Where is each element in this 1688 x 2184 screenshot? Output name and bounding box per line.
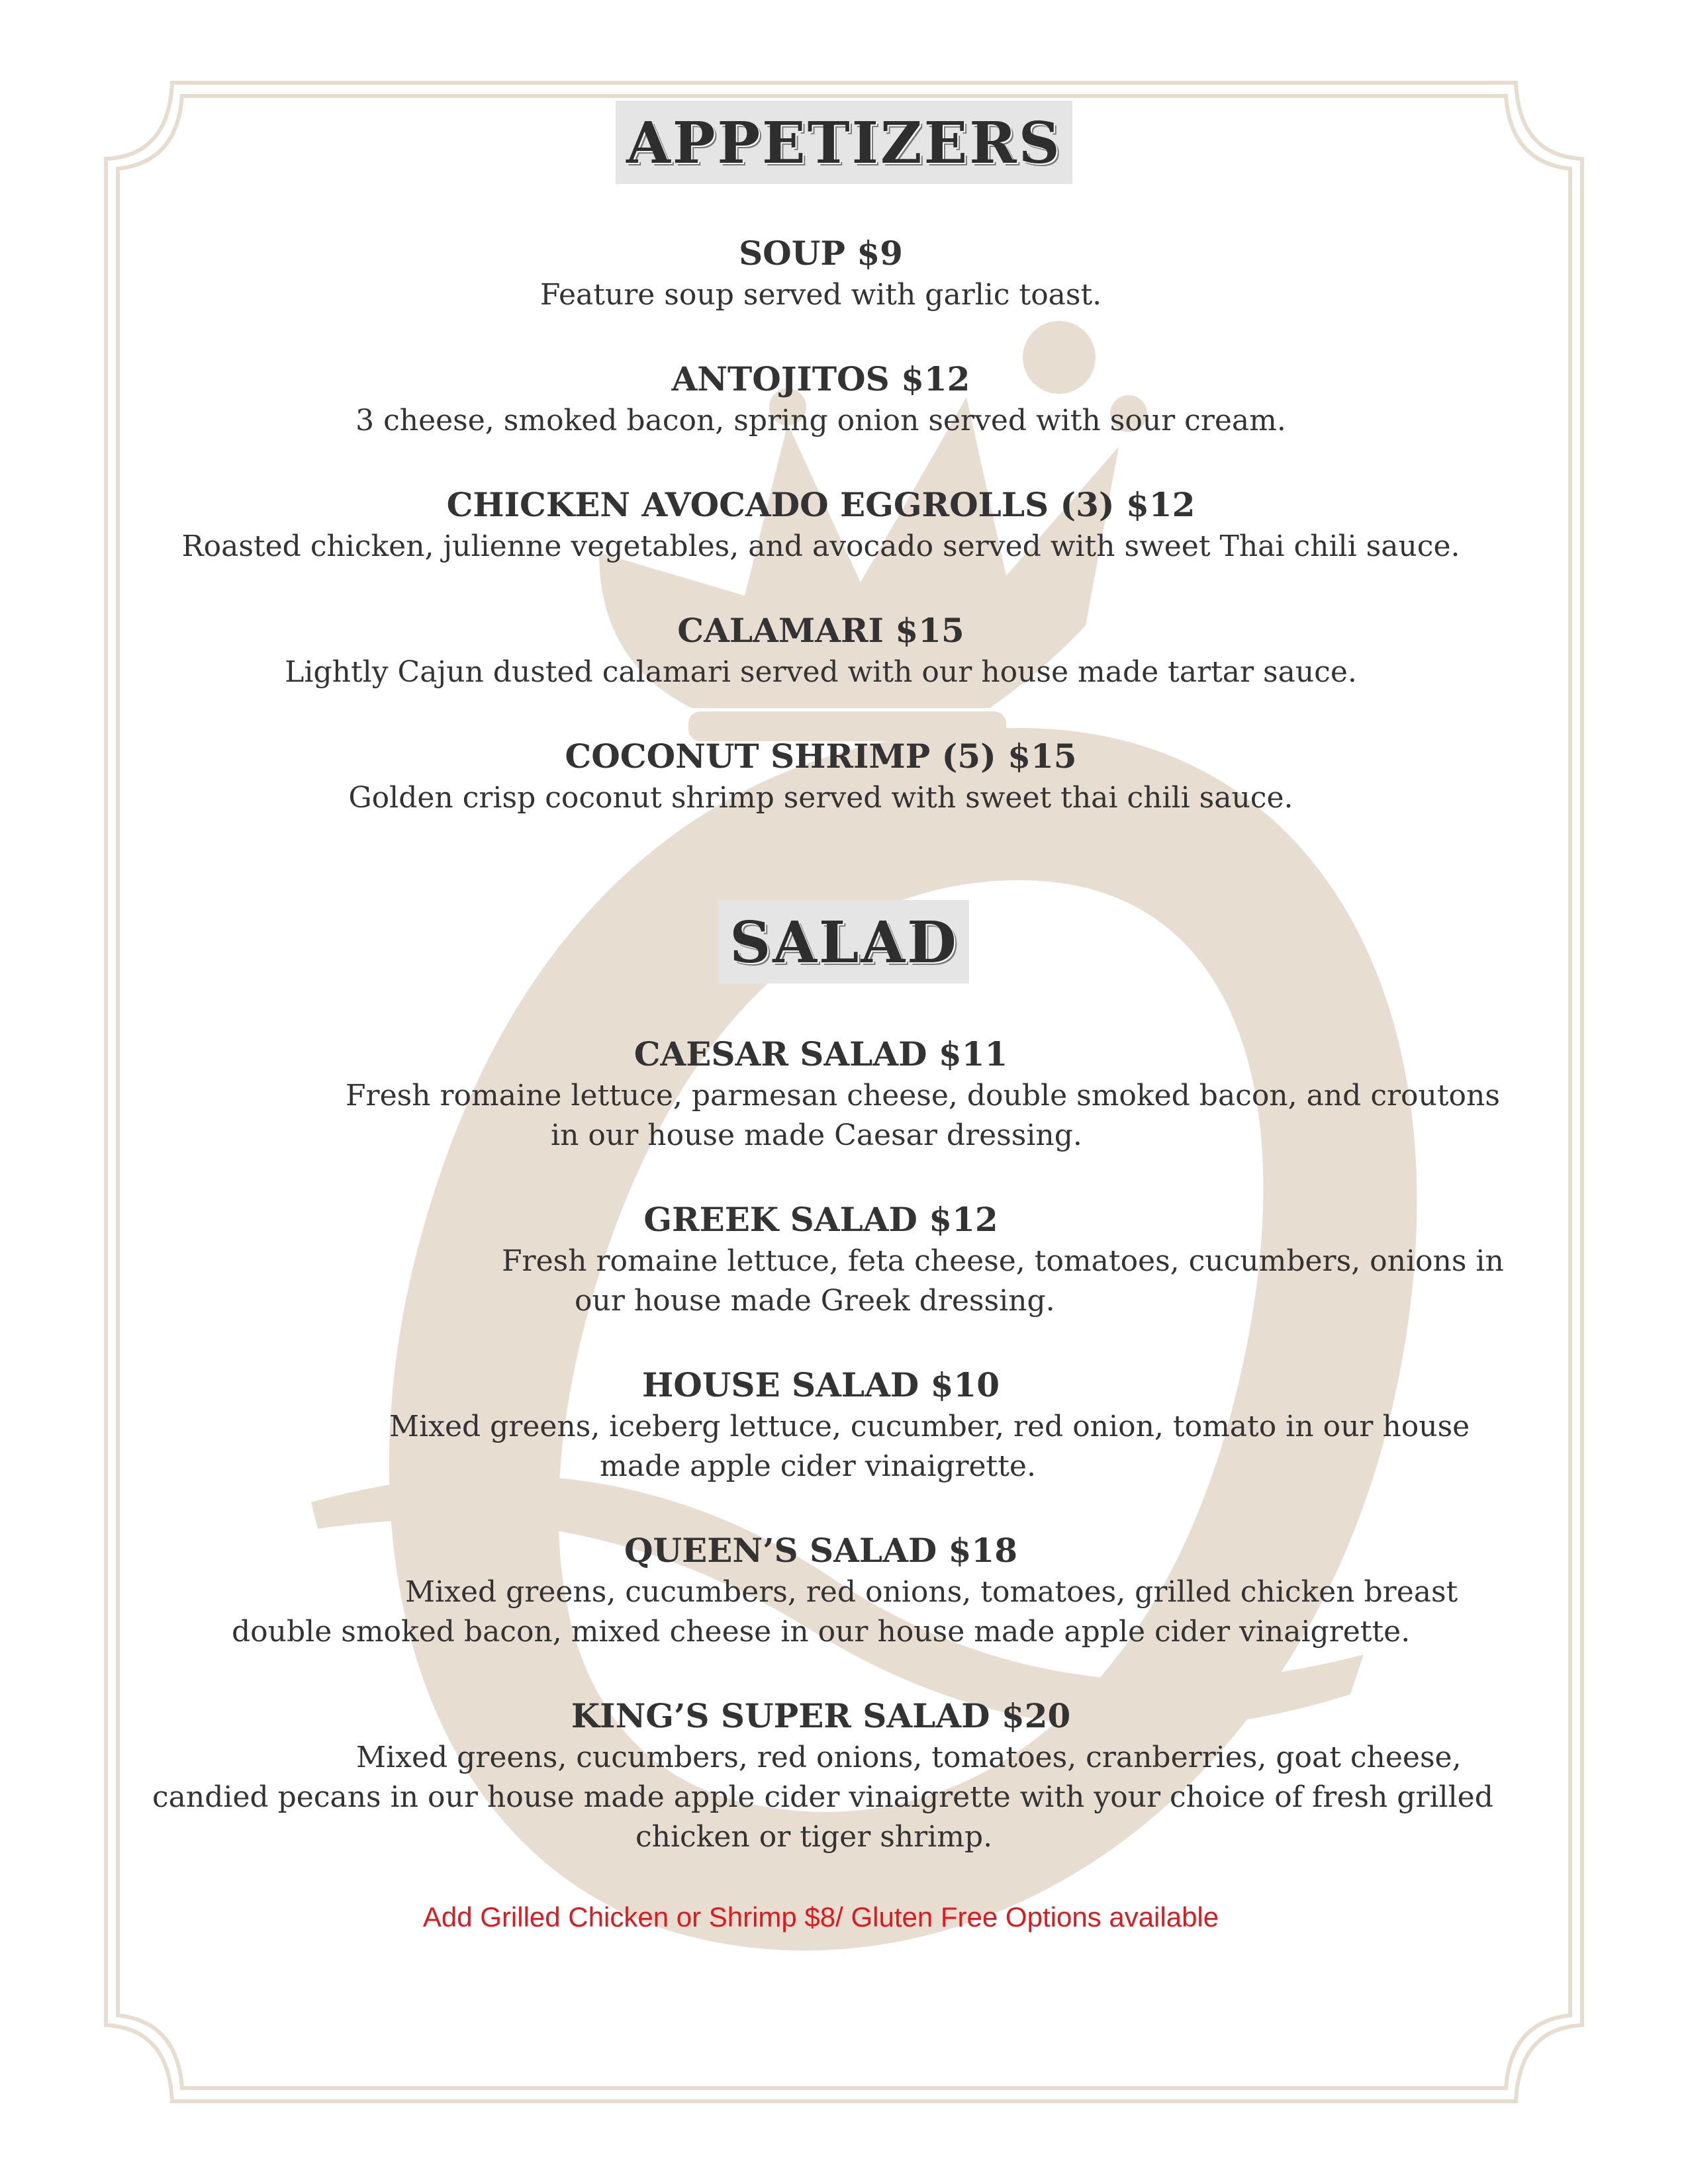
- menu-item-title: GREEK SALAD $12: [643, 1200, 998, 1239]
- menu-item-description-line: double smoked bacon, mixed cheese in our house made apple cider vinaigrette.: [232, 1615, 1411, 1649]
- appetizers-heading-label: APPETIZERS: [616, 101, 1072, 184]
- menu-item-description: Roasted chicken, julienne vegetables, and avocado served with sweet Thai chili sauce.: [181, 529, 1460, 563]
- menu-item-title: CALAMARI $15: [677, 611, 964, 650]
- menu-item-description-line: Mixed greens, cucumbers, red onions, tomatoes, cranberries, goat cheese,: [356, 1741, 1462, 1774]
- menu-item-description-line: Mixed greens, cucumbers, red onions, tomatoes, grilled chicken breast: [405, 1575, 1458, 1609]
- menu-item-title: SOUP $9: [739, 234, 903, 273]
- menu-item-description-line: chicken or tiger shrimp.: [635, 1820, 993, 1854]
- menu-item-title: QUEEN’S SALAD $18: [624, 1531, 1017, 1570]
- menu-item-title: KING’S SUPER SALAD $20: [571, 1696, 1071, 1735]
- menu-item-description-line: Fresh romaine lettuce, parmesan cheese, double smoked bacon, and croutons: [346, 1079, 1500, 1113]
- menu-item-description-line: Fresh romaine lettuce, feta cheese, tomatoes, cucumbers, onions in: [502, 1244, 1504, 1278]
- menu-item-description: Lightly Cajun dusted calamari served with our house made tartar sauce.: [285, 655, 1357, 689]
- menu-item-description-line: candied pecans in our house made apple cider vinaigrette with your choice of fresh grilled: [152, 1780, 1493, 1814]
- menu-item-description: 3 cheese, smoked bacon, spring onion served with sour cream.: [355, 404, 1286, 437]
- salad-heading: [0, 900, 1688, 983]
- menu-item-description-line: our house made Greek dressing.: [575, 1284, 1055, 1318]
- menu-item-description-line: in our house made Caesar dressing.: [551, 1118, 1082, 1152]
- appetizers-heading: [0, 101, 1688, 184]
- salad-heading-label: SALAD: [719, 900, 969, 983]
- menu-item-title: CHICKEN AVOCADO EGGROLLS (3) $12: [446, 485, 1196, 524]
- menu-item-description: Golden crisp coconut shrimp served with sweet thai chili sauce.: [348, 781, 1293, 815]
- menu-item-title: ANTOJITOS $12: [671, 359, 970, 398]
- add-protein-note: Add Grilled Chicken or Shrimp $8/ Gluten Free Options available: [422, 1901, 1219, 1933]
- menu-item-title: HOUSE SALAD $10: [641, 1365, 1000, 1404]
- menu-item-title: CAESAR SALAD $11: [633, 1034, 1008, 1073]
- menu-item-description-line: made apple cider vinaigrette.: [600, 1449, 1036, 1483]
- menu-item-title: COCONUT SHRIMP (5) $15: [565, 737, 1077, 776]
- menu-item-description-line: Mixed greens, iceberg lettuce, cucumber, red onion, tomato in our house: [389, 1410, 1470, 1443]
- menu-item-description: Feature soup served with garlic toast.: [539, 278, 1102, 312]
